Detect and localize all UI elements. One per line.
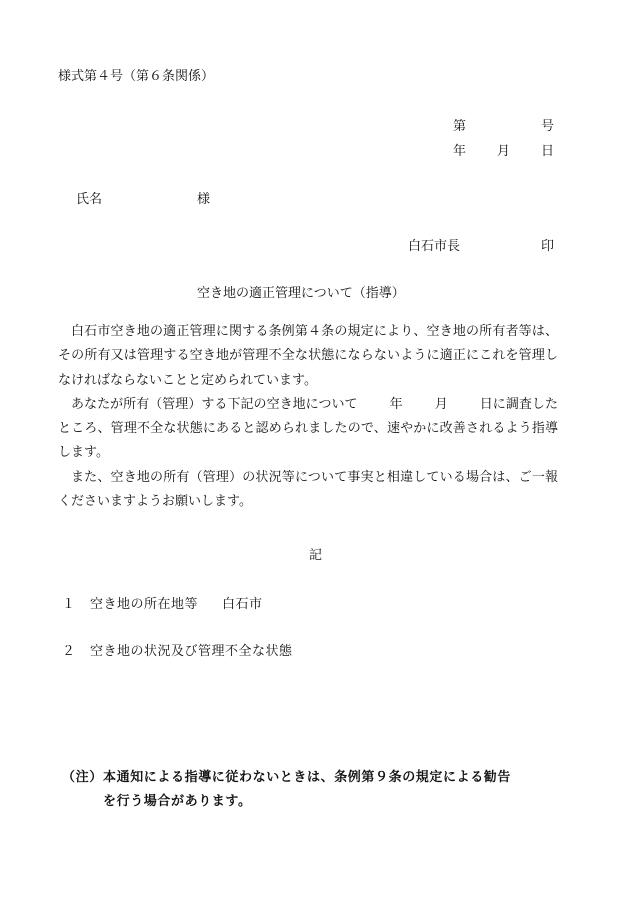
- addressee-name-label: 氏名: [76, 192, 103, 207]
- body-paragraph-2-month: 月: [434, 396, 448, 412]
- body-paragraph-2-year: 年: [389, 396, 403, 412]
- date-year-label: 年: [453, 144, 467, 159]
- body-paragraph-2: [58, 393, 558, 466]
- seal-mark: 印: [541, 239, 555, 254]
- ki-heading: 記: [309, 548, 323, 563]
- list-item-number: ２: [62, 644, 76, 659]
- document-body: [58, 320, 558, 514]
- document-subject: 空き地の適正管理について（指導）: [197, 286, 405, 301]
- list-item-condition: [62, 645, 293, 658]
- body-paragraph-1: 白石市空き地の適正管理に関する条例第４条の規定により、空き地の所有者等は、その所有又は管理する空き地が管理不全な状態にならないように適正にこれを管理しなければならないことと定められています。: [58, 324, 558, 388]
- footnote: [62, 766, 582, 814]
- body-paragraph-2-part-2: 日に調査したところ、管理不全な状態にあると認められましたので、速やかに改善されるよう指導します。: [58, 396, 558, 461]
- body-paragraph-3: また、空き地の所有（管理）の状況等について事実と相違している場合は、ご一報くださいますようお願いします。: [58, 469, 558, 510]
- footnote-line-2: を行う場合があります。: [103, 794, 252, 809]
- date-month-label: 月: [497, 144, 511, 159]
- list-item-label: 空き地の状況及び管理不全な状態: [90, 644, 293, 659]
- document-number-prefix: 第: [453, 119, 467, 134]
- body-paragraph-2-part-1: あなたが所有（管理）する下記の空き地について: [71, 396, 358, 412]
- list-item-number: １: [62, 597, 76, 612]
- sender-title: 白石市長: [408, 239, 461, 254]
- list-item-location: [62, 598, 263, 611]
- document-number-suffix: 号: [541, 119, 555, 134]
- footnote-line-1: [62, 766, 582, 790]
- form-number: 様式第４号（第６条関係）: [58, 69, 215, 84]
- addressee-honorific: 様: [197, 192, 211, 207]
- list-item-value: 白石市: [222, 597, 263, 612]
- footnote-label: （注）: [62, 770, 103, 785]
- footnote-text-1: 本通知による指導に従わないときは、条例第９条の規定による勧告: [103, 770, 512, 785]
- list-item-label: 空き地の所在地等: [90, 597, 199, 612]
- date-day-label: 日: [541, 144, 555, 159]
